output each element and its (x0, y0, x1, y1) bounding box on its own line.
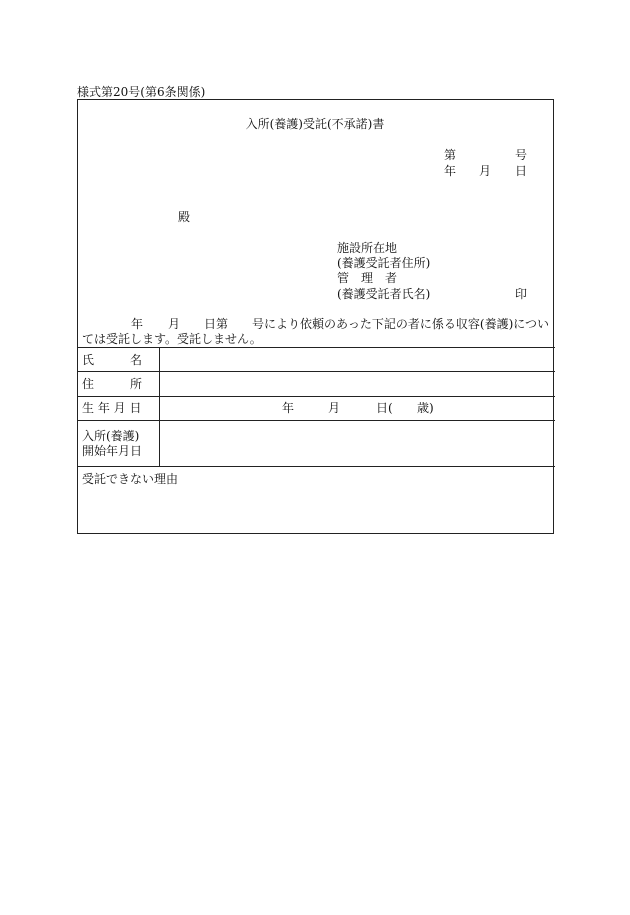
body-acceptance-text: ては受託します。受託しません。 (82, 332, 262, 346)
body-year: 年 (131, 317, 144, 331)
birth-day: 日( (376, 401, 393, 415)
row-divider-3 (77, 420, 555, 421)
start-date-label-line1: 入所(養護) (82, 429, 140, 443)
manager-label: 管 理 者 (337, 271, 398, 285)
seal-mark: 印 (515, 287, 528, 301)
birth-month: 月 (328, 401, 341, 415)
number-suffix: 号 (515, 148, 528, 162)
row-divider-1 (77, 371, 555, 372)
birthdate-label: 生 年 月 日 (82, 401, 142, 415)
row-divider-4 (77, 466, 555, 467)
date-month: 月 (479, 164, 492, 178)
body-request-text: 号により依頼のあった下記の者に係る収容(養護)につい (252, 317, 550, 331)
consignee-name-label: (養護受託者氏名) (337, 287, 431, 301)
refusal-reason-label: 受託できない理由 (82, 472, 179, 486)
row-divider-2 (77, 396, 555, 397)
number-prefix: 第 (444, 148, 457, 162)
document-title: 入所(養護)受託(不承諾)書 (245, 117, 385, 131)
body-month: 月 (168, 317, 181, 331)
addressee-honorific: 殿 (178, 210, 191, 224)
facility-address-label: 施設所在地 (337, 241, 398, 255)
form-number-label: 様式第20号(第6条関係) (77, 85, 206, 99)
birth-age: 歳) (417, 401, 434, 415)
address-label: 住 所 (82, 377, 143, 391)
table-top-border (77, 347, 555, 348)
start-date-label-line2: 開始年月日 (82, 444, 143, 458)
date-day: 日 (515, 164, 528, 178)
body-day-number: 日第 (204, 317, 229, 331)
consignee-address-label: (養護受託者住所) (337, 256, 431, 270)
date-year: 年 (444, 164, 457, 178)
name-label: 氏 名 (82, 353, 143, 367)
birth-year: 年 (282, 401, 295, 415)
label-column-divider (159, 347, 160, 466)
